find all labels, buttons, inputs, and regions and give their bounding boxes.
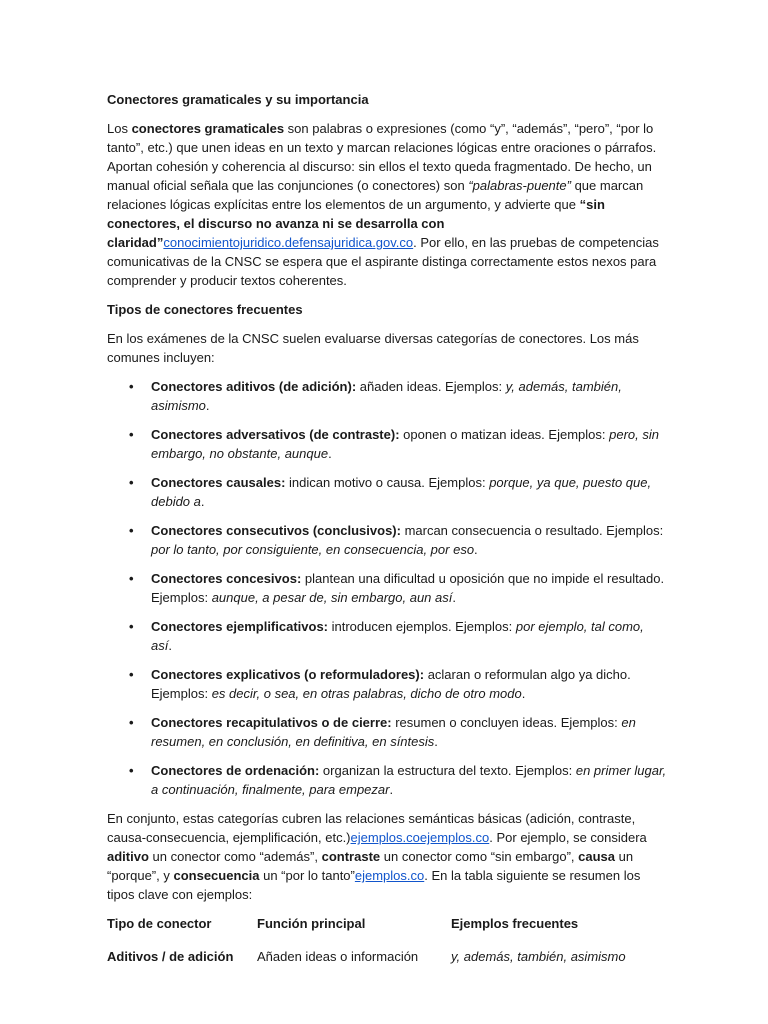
- list-item: [107, 377, 667, 415]
- list-item-end: .: [205, 398, 210, 413]
- list-item-label: Conectores aditivos (de adición):: [151, 379, 357, 394]
- table-row: [107, 947, 667, 980]
- bullet-icon: •: [129, 715, 134, 730]
- closing-text: . Por ejemplo, se considera: [489, 830, 647, 845]
- closing-bold-term: aditivo: [107, 849, 149, 864]
- source-link[interactable]: conocimientojuridico.defensajuridica.gov.co: [163, 235, 414, 250]
- list-item: [107, 569, 667, 607]
- table-cell-type: Aditivos / de adición: [107, 949, 234, 964]
- bullet-icon: •: [129, 667, 134, 682]
- list-item-examples: es decir, o sea, en otras palabras, dicho de otro modo: [211, 686, 522, 701]
- list-item: [107, 425, 667, 463]
- section-subtitle: Tipos de conectores frecuentes: [107, 302, 303, 317]
- bullet-icon: •: [129, 427, 134, 442]
- closing-bold-term: contraste: [321, 849, 381, 864]
- table-header-cell: Función principal: [257, 916, 366, 931]
- list-item-label: Conectores causales:: [151, 475, 286, 490]
- list-item-description: aclaran o reformulan algo ya dicho. Ejemplos:: [151, 667, 631, 701]
- intro-bold-term: conectores gramaticales: [131, 121, 285, 136]
- intro-text: . Por ello, en las pruebas de competencias comunicativas de la CNSC se espera que el aspirante distinga correctamente estos nexos para comprender y producir textos coherentes.: [107, 235, 659, 288]
- list-item-label: Conectores concesivos:: [151, 571, 302, 586]
- table-cell-function: Añaden ideas o información: [257, 949, 419, 964]
- list-item: [107, 521, 667, 559]
- lead-paragraph: En los exámenes de la CNSC suelen evaluarse diversas categorías de conectores. Los más comunes incluyen:: [107, 331, 639, 365]
- table-header-cell: Tipo de conector: [107, 916, 212, 931]
- bullet-icon: •: [129, 379, 134, 394]
- list-item-description: organizan la estructura del texto. Ejemplos:: [319, 763, 576, 778]
- list-item-end: .: [434, 734, 438, 749]
- closing-text: . En la tabla siguiente se resumen los tipos clave con ejemplos:: [107, 868, 641, 902]
- list-item-description: introducen ejemplos. Ejemplos:: [328, 619, 516, 634]
- list-item-end: .: [168, 638, 172, 653]
- connector-summary-table: [107, 914, 667, 980]
- connector-type-list: [107, 377, 667, 799]
- list-item-description: marcan consecuencia o resultado. Ejemplos:: [400, 523, 664, 538]
- closing-bold-term: consecuencia: [173, 868, 260, 883]
- list-item: [107, 617, 667, 655]
- intro-text: son palabras o expresiones (como “y”, “además”, “pero”, “por lo tanto”, etc.) que unen ideas en un texto y marcan relaciones lógicas entre oraciones o párrafos. Aportan cohesión y coherencia al discurso: sin ellos el texto queda fragmentado. De hecho, un manual oficial señala que las conjunciones (o conectores) son: [107, 121, 657, 193]
- closing-text: un “por lo tanto”: [259, 868, 355, 883]
- intro-text: Los: [107, 121, 132, 136]
- list-item-label: Conectores consecutivos (conclusivos):: [151, 523, 401, 538]
- list-item-end: .: [521, 686, 526, 701]
- list-item-end: .: [452, 590, 456, 605]
- list-item-examples: pero, sin embargo, no obstante, aunque: [151, 427, 659, 461]
- list-item-description: añaden ideas. Ejemplos:: [356, 379, 506, 394]
- closing-text: un conector como “sin embargo”,: [380, 849, 579, 864]
- bullet-icon: •: [129, 571, 134, 586]
- list-item: [107, 473, 667, 511]
- list-item-end: .: [474, 542, 478, 557]
- intro-bold-quote: “sin conectores, el discurso no avanza ni se desarrolla con claridad”: [107, 197, 605, 250]
- table-header-row: [107, 914, 667, 947]
- bullet-icon: •: [129, 523, 134, 538]
- table-cell-examples: y, además, también, asimismo: [451, 949, 626, 964]
- list-item-examples: por lo tanto, por consiguiente, en consecuencia, por eso: [151, 542, 475, 557]
- intro-text: que marcan relaciones lógicas explícitas entre los elementos de un argumento, y advierte que: [107, 178, 644, 212]
- list-item-description: resumen o concluyen ideas. Ejemplos:: [391, 715, 622, 730]
- list-item-examples: en primer lugar, a continuación, finalmente, para empezar: [151, 763, 667, 797]
- bullet-icon: •: [129, 619, 134, 634]
- list-item-examples: porque, ya que, puesto que, debido a: [151, 475, 652, 509]
- source-link[interactable]: ejemplos.co: [354, 868, 425, 883]
- list-item-label: Conectores recapitulativos o de cierre:: [151, 715, 392, 730]
- list-item: [107, 761, 667, 799]
- list-item-examples: en resumen, en conclusión, en definitiva, en síntesis: [151, 715, 636, 749]
- closing-text: un conector como “además”,: [148, 849, 322, 864]
- list-item-description: plantean una dificultad u oposición que no impide el resultado. Ejemplos:: [151, 571, 665, 605]
- list-item-description: oponen o matizan ideas. Ejemplos:: [399, 427, 610, 442]
- closing-text: un “porque”, y: [107, 849, 634, 883]
- bullet-icon: •: [129, 475, 134, 490]
- list-item-examples: por ejemplo, tal como, así: [151, 619, 644, 653]
- closing-paragraph: [107, 809, 667, 904]
- closing-bold-term: causa: [578, 849, 615, 864]
- list-item-end: .: [200, 494, 205, 509]
- section-title: Conectores gramaticales y su importancia: [107, 92, 369, 107]
- intro-paragraph: [107, 119, 667, 290]
- intro-italic-quote: “palabras-puente”: [468, 178, 571, 193]
- list-item-examples: aunque, a pesar de, sin embargo, aun así: [211, 590, 453, 605]
- closing-text: En conjunto, estas categorías cubren las relaciones semánticas básicas (adición, contraste, causa-consecuencia, ejemplificación, etc.): [107, 811, 636, 845]
- list-item-examples: y, además, también, asimismo: [151, 379, 622, 413]
- list-item-label: Conectores explicativos (o reformuladores):: [151, 667, 425, 682]
- list-item-end: .: [389, 782, 394, 797]
- list-item-description: indican motivo o causa. Ejemplos:: [285, 475, 490, 490]
- table-header-cell: Ejemplos frecuentes: [451, 916, 579, 931]
- list-item: [107, 713, 667, 751]
- list-item-label: Conectores adversativos (de contraste):: [151, 427, 400, 442]
- list-item: [107, 665, 667, 703]
- bullet-icon: •: [129, 763, 134, 778]
- list-item-label: Conectores de ordenación:: [151, 763, 320, 778]
- source-link[interactable]: ejemplos.coejemplos.co: [350, 830, 490, 845]
- list-item-label: Conectores ejemplificativos:: [151, 619, 328, 634]
- document-body: [107, 90, 667, 980]
- list-item-end: .: [328, 446, 332, 461]
